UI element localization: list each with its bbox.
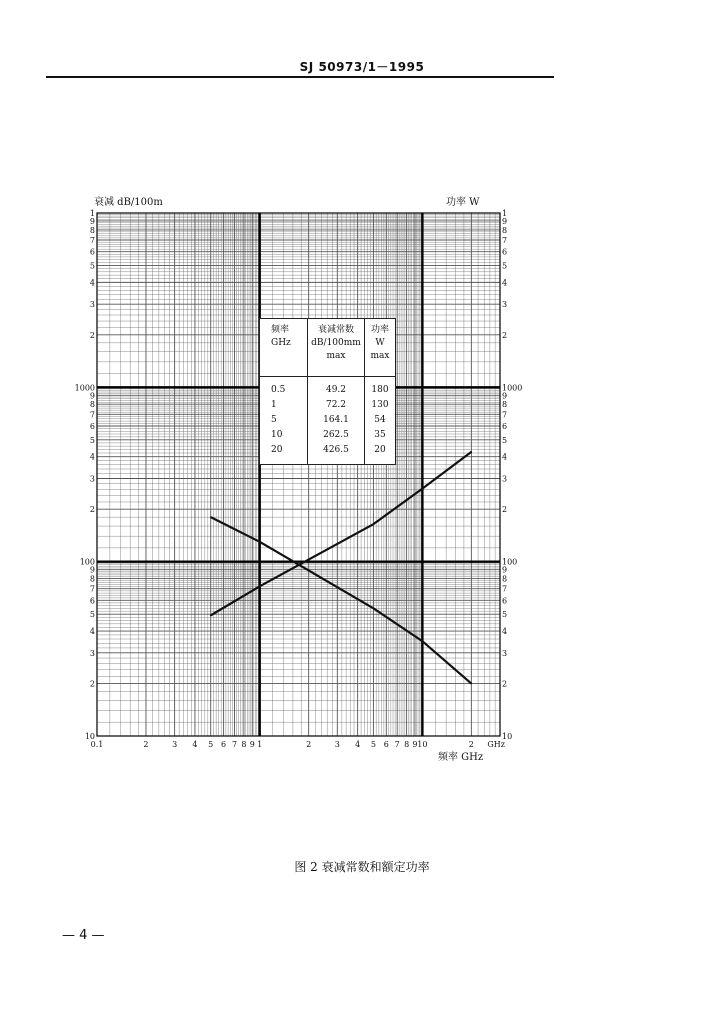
- cell-attenuation: 49.2: [308, 377, 365, 399]
- y-tick-label-left: 2: [89, 505, 95, 515]
- header-frequency-name: 频率: [271, 325, 290, 335]
- y-tick-label-left: 7: [89, 410, 95, 420]
- attenuation-point: [259, 586, 261, 588]
- y-tick-label-right: 9: [502, 565, 508, 575]
- y-tick-label-right: 5: [502, 610, 508, 620]
- y-tick-label-right: 1: [502, 209, 508, 218]
- y-tick-label-right: 10: [502, 732, 513, 741]
- spec-table: [259, 318, 396, 465]
- tick-labels: [75, 209, 523, 749]
- x-tick-label: 2: [306, 740, 312, 749]
- cell-frequency: 5: [260, 413, 308, 428]
- y-tick-label-left: 5: [89, 610, 95, 620]
- table-row: [260, 428, 396, 443]
- x-tick-label: 7: [394, 740, 400, 749]
- y-tick-label-left: 1: [89, 209, 95, 218]
- header-frequency-unit: GHz: [271, 338, 291, 348]
- y-tick-label-right: 8: [502, 400, 508, 410]
- header-power-name: 功率: [370, 325, 389, 335]
- x-tick-label: 6: [221, 740, 227, 749]
- table-row: [260, 377, 396, 399]
- x-tick-label: 4: [192, 740, 198, 749]
- data-series: [210, 451, 472, 684]
- attenuation-point: [422, 488, 424, 490]
- header-frequency: [260, 319, 308, 377]
- table-row: [260, 443, 396, 465]
- y-tick-label-right: 7: [502, 584, 508, 594]
- y-tick-label-left: 8: [89, 574, 95, 584]
- y-tick-label-left: 100: [79, 557, 95, 567]
- y-axis-right-title: 功率 W: [446, 197, 480, 208]
- y-tick-label-right: 4: [502, 278, 508, 288]
- y-tick-label-right: 4: [502, 452, 508, 462]
- attenuation-point: [471, 451, 473, 453]
- y-tick-label-right: 6: [502, 422, 508, 432]
- y-tick-label-right: 8: [502, 225, 508, 235]
- y-tick-label-right: 6: [502, 596, 508, 606]
- page-number: — 4 —: [62, 928, 105, 943]
- x-axis-title: 频率 GHz: [438, 752, 484, 763]
- y-tick-label-right: 2: [502, 330, 508, 340]
- y-tick-label-right: 3: [502, 300, 508, 310]
- power-point: [422, 640, 424, 642]
- attenuation-point: [210, 615, 212, 617]
- power-point: [210, 516, 212, 518]
- y-tick-label-right: 5: [502, 261, 508, 271]
- cell-frequency: 10: [260, 428, 308, 443]
- cell-power: 180: [371, 385, 389, 395]
- y-tick-label-left: 6: [89, 247, 95, 257]
- y-tick-label-right: 7: [502, 236, 508, 246]
- y-tick-label-left: 3: [89, 648, 95, 658]
- cell-power: 130: [371, 400, 389, 410]
- y-tick-label-left: 2: [89, 330, 95, 340]
- y-tick-label-right: 2: [502, 679, 508, 689]
- y-tick-label-right: 9: [502, 216, 508, 226]
- y-tick-label-left: 5: [89, 261, 95, 271]
- table-row: [260, 398, 396, 413]
- x-tick-label: 1: [257, 740, 263, 749]
- y-tick-label-left: 6: [89, 422, 95, 432]
- power-point: [373, 608, 375, 610]
- cell-frequency: 20: [260, 443, 308, 465]
- y-tick-label-right: 3: [502, 474, 508, 484]
- x-tick-label: 8: [241, 740, 247, 749]
- x-tick-label: 7: [231, 740, 238, 749]
- y-tick-label-right: 1000: [502, 383, 523, 393]
- x-tick-label: 10: [417, 740, 428, 749]
- x-tick-label: 4: [355, 740, 361, 749]
- y-tick-label-left: 7: [89, 236, 95, 246]
- x-tick-label: 0.1: [90, 740, 104, 749]
- y-tick-label-left: 4: [89, 452, 95, 462]
- figure-caption: 图 2 衰减常数和额定功率: [294, 860, 430, 874]
- y-tick-label-left: 7: [89, 584, 95, 594]
- x-tick-label: 5: [370, 740, 376, 749]
- x-tick-label: GHz: [487, 740, 505, 749]
- y-tick-label-right: 100: [502, 557, 518, 567]
- header-attenuation: [308, 319, 365, 377]
- x-tick-label: 2: [143, 740, 149, 749]
- y-tick-label-left: 8: [89, 225, 95, 235]
- y-tick-label-right: 7: [502, 410, 508, 420]
- y-tick-label-left: 8: [89, 400, 95, 410]
- header-power-qualifier: max: [370, 351, 390, 361]
- header-power: [365, 319, 396, 377]
- y-tick-label-left: 9: [89, 391, 95, 401]
- header-attenuation-unit: dB/100mm: [311, 338, 361, 348]
- x-tick-label: 9: [249, 740, 255, 749]
- y-tick-label-left: 5: [89, 435, 95, 445]
- header-attenuation-qualifier: max: [326, 351, 346, 361]
- y-tick-label-left: 3: [89, 300, 95, 310]
- y-tick-label-right: 6: [502, 247, 508, 257]
- x-tick-label: 5: [208, 740, 214, 749]
- y-tick-label-left: 9: [89, 216, 95, 226]
- header-power-unit: W: [375, 338, 385, 348]
- attenuation-point: [373, 523, 375, 525]
- cell-power: 20: [374, 445, 386, 455]
- y-tick-label-left: 10: [84, 732, 95, 741]
- cell-power: 35: [374, 430, 386, 440]
- header-attenuation-name: 衰减常数: [317, 325, 354, 335]
- power-point: [471, 683, 473, 685]
- y-tick-label-left: 4: [89, 278, 95, 288]
- y-tick-label-left: 3: [89, 474, 95, 484]
- x-tick-label: 6: [383, 740, 389, 749]
- y-tick-label-left: 2: [89, 679, 95, 689]
- cell-attenuation: 164.1: [308, 413, 365, 428]
- cell-power: 54: [374, 415, 386, 425]
- y-tick-label-left: 9: [89, 565, 95, 575]
- y-tick-label-right: 2: [502, 505, 508, 515]
- cell-frequency: 0.5: [260, 377, 308, 399]
- document-number: SJ 50973/1－1995: [299, 60, 425, 74]
- y-tick-label-right: 5: [502, 435, 508, 445]
- y-tick-label-left: 6: [89, 596, 95, 606]
- x-tick-label: 3: [334, 740, 340, 749]
- y-tick-label-left: 4: [89, 627, 95, 637]
- x-tick-label: 2: [468, 740, 474, 749]
- x-tick-label: 9: [412, 740, 418, 749]
- y-tick-label-right: 9: [502, 391, 508, 401]
- cell-frequency: 1: [260, 398, 308, 413]
- cell-attenuation: 426.5: [308, 443, 365, 465]
- x-tick-label: 3: [172, 740, 178, 749]
- table-row: [260, 413, 396, 428]
- cell-attenuation: 262.5: [308, 428, 365, 443]
- x-tick-label: 8: [404, 740, 410, 749]
- power-point: [259, 541, 261, 543]
- cell-attenuation: 72.2: [308, 398, 365, 413]
- y-tick-label-left: 1000: [74, 383, 95, 393]
- y-tick-label-right: 4: [502, 627, 508, 637]
- y-tick-label-right: 3: [502, 648, 508, 658]
- y-tick-label-right: 8: [502, 574, 508, 584]
- y-axis-left-title: 衰减 dB/100m: [94, 197, 163, 208]
